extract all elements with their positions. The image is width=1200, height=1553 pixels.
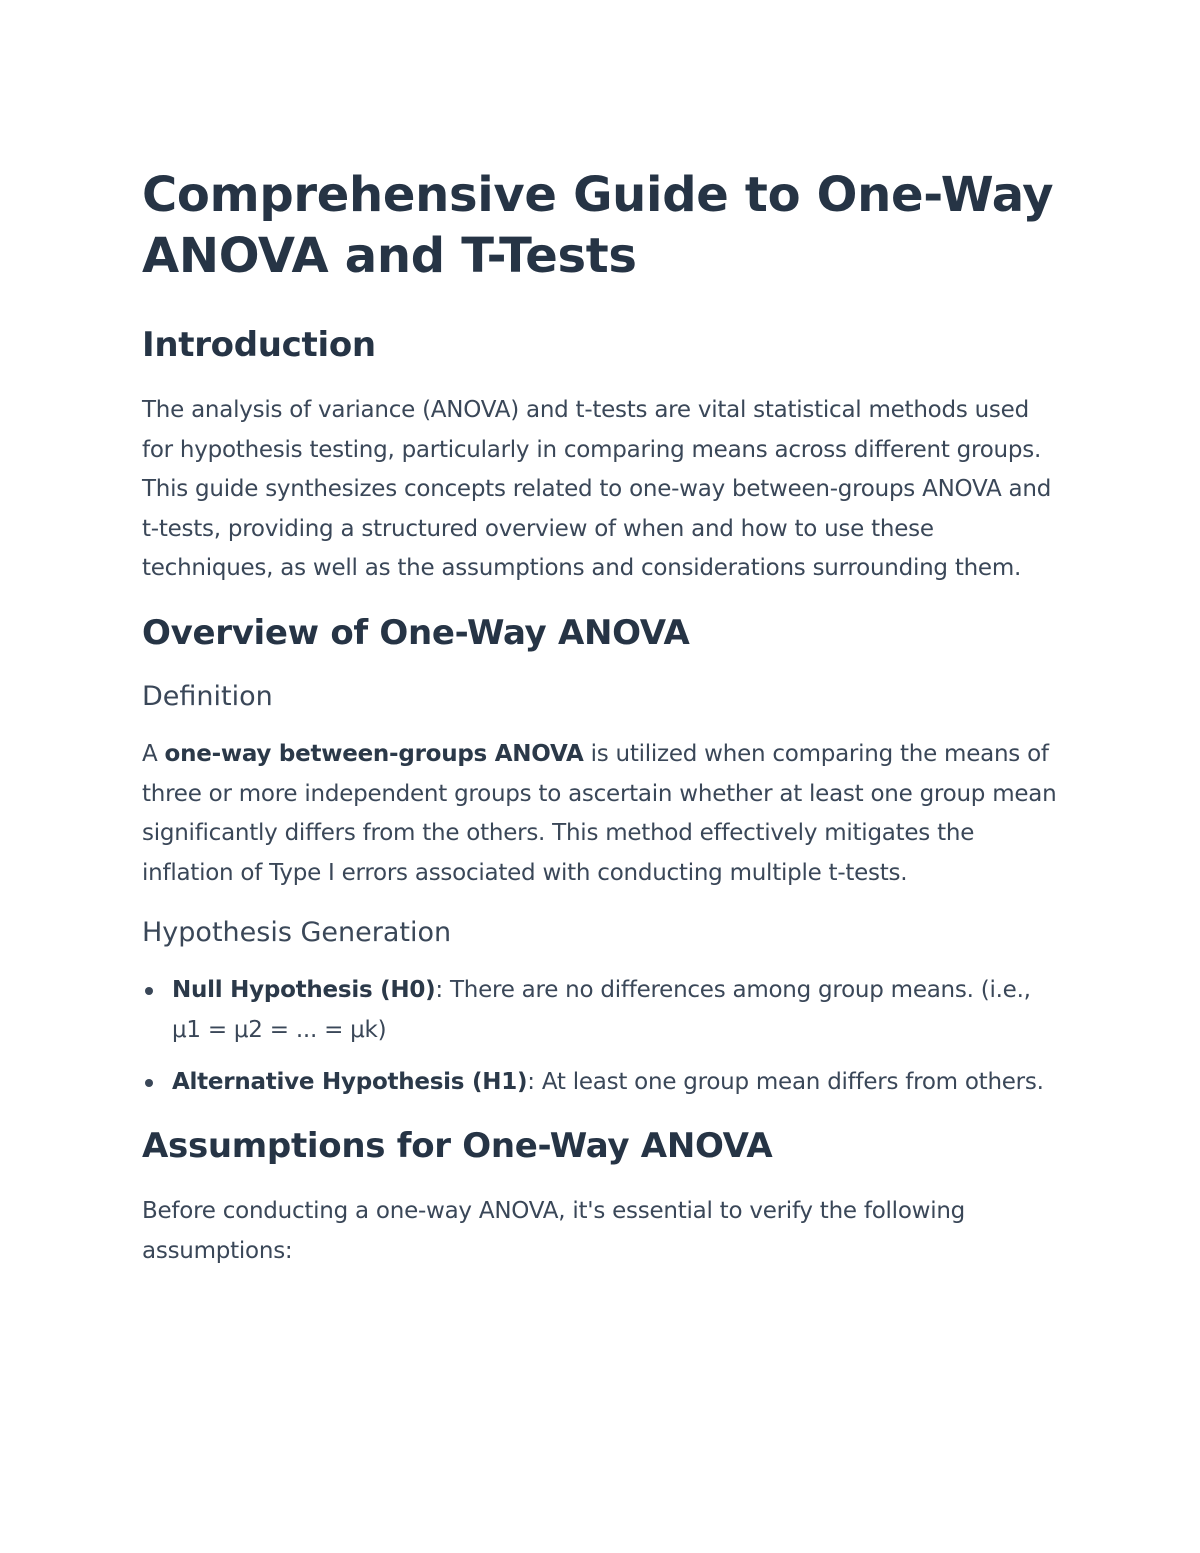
hypothesis-heading: Hypothesis Generation xyxy=(142,917,452,949)
list-item xyxy=(142,1063,1057,1103)
definition-rest: is utilized when comparing the means of three or more independent groups to ascertain whether at least one group mean significantly differs from the others. This method effectively mitigates the inflation of Type I errors associated with conducting multiple t-tests. xyxy=(142,740,1057,886)
introduction-heading: Introduction xyxy=(142,325,376,365)
introduction-paragraph: The analysis of variance (ANOVA) and t-tests are vital statistical methods used for hypothesis testing, particularly in comparing means across different groups. This guide synthesizes concepts related to one-way between-groups ANOVA and t-tests, providing a structured overview of when and how to use these techniques, as well as the assumptions and considerations surrounding them. xyxy=(142,397,1052,582)
null-hypothesis-text: : There are no differences among group means. (i.e., μ1 = μ2 = ... = μk) xyxy=(172,977,1031,1043)
document-page xyxy=(142,165,1057,1293)
definition-heading: Definition xyxy=(142,680,273,712)
definition-bold-term: one-way between-groups ANOVA xyxy=(164,740,584,767)
bullet-icon xyxy=(145,1079,153,1087)
bullet-icon xyxy=(145,987,153,995)
assumptions-paragraph: Before conducting a one-way ANOVA, it's essential to verify the following assumptions: xyxy=(142,1198,966,1264)
null-hypothesis-term: Null Hypothesis (H0) xyxy=(172,977,436,1004)
hypothesis-list xyxy=(142,971,1057,1102)
overview-heading: Overview of One-Way ANOVA xyxy=(142,612,690,653)
assumptions-heading: Assumptions for One-Way ANOVA xyxy=(142,1126,773,1167)
list-item xyxy=(142,971,1057,1050)
definition-paragraph xyxy=(142,735,1057,893)
document-title: Comprehensive Guide to One-Way ANOVA and T-Tests xyxy=(142,167,1054,284)
alternative-hypothesis-term: Alternative Hypothesis (H1) xyxy=(172,1068,528,1095)
alternative-hypothesis-text: : At least one group mean differs from others. xyxy=(527,1068,1044,1095)
definition-prefix: A xyxy=(142,740,165,767)
